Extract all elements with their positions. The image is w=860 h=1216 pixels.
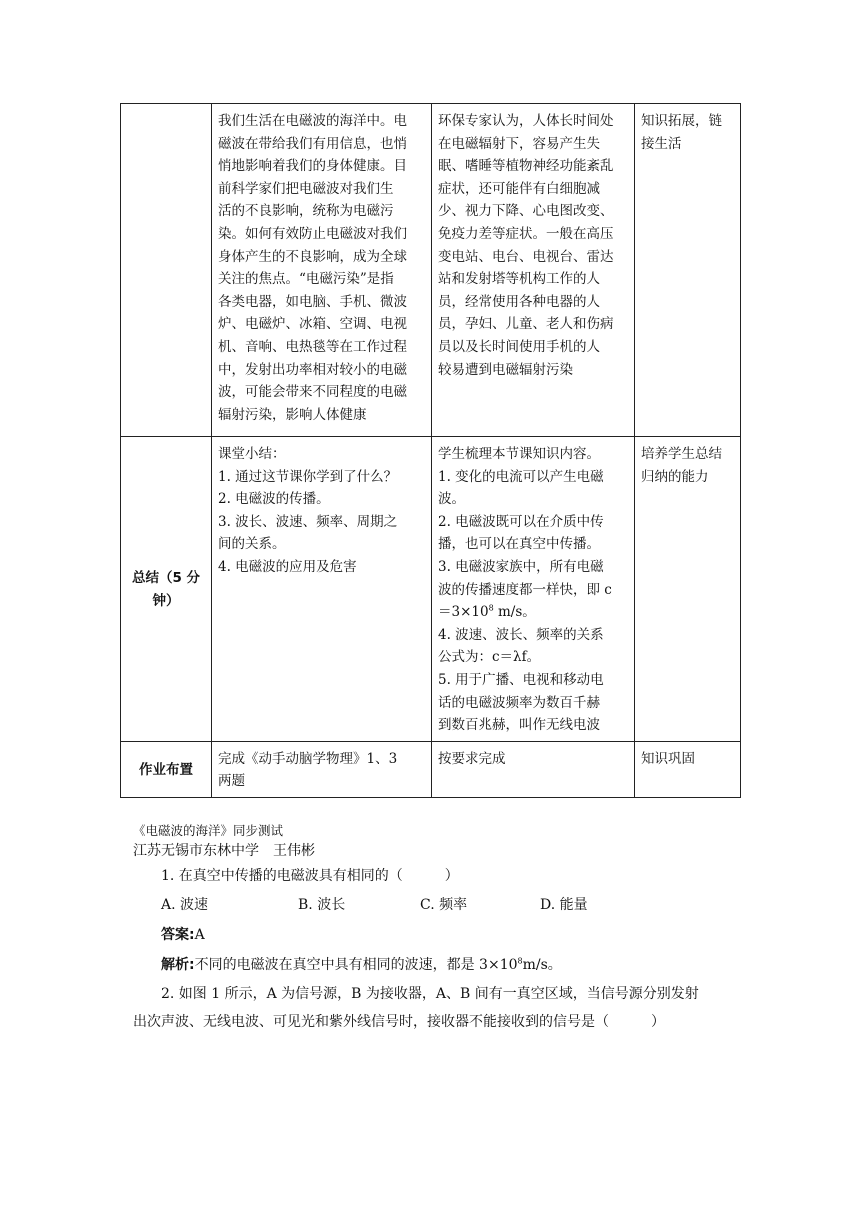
design-purpose-cell: 培养学生总结 归纳的能力 <box>635 437 741 742</box>
teacher-activity-cell: 完成《动手动脑学物理》1、3 两题 <box>212 741 432 797</box>
stage-label-homework: 作业布置 <box>121 741 212 797</box>
lesson-plan-table <box>120 103 741 798</box>
teacher-activity-cell: 课堂小结： 1. 通过这节课你学到了什么？ 2. 电磁波的传播。 3. 波长、波速、频率、周期之 间的关系。 4. 电磁波的应用及危害 <box>212 437 432 742</box>
quiz-author: 江苏无锡市东林中学 王伟彬 <box>133 843 315 859</box>
student-activity-cell: 环保专家认为，人体长时间处 在电磁辐射下，容易产生失 眠、嗜睡等植物神经功能紊乱 症状，还可能伴有白细胞减 少、视力下降、心电图改变、 免疫力差等症状。一般在高压 变电站、电台、电视台、雷达 站和发射塔等机构工作的人 员，经常使用各种电器的人 员，孕妇、儿童、老人和伤病 员以及长时间使用手机的人 较易遭到电磁辐射污染 <box>432 104 635 437</box>
option-a: A. 波速 <box>161 897 209 913</box>
design-purpose-cell: 知识巩固 <box>635 741 741 797</box>
teacher-activity-cell: 我们生活在电磁波的海洋中。电 磁波在带给我们有用信息，也悄 悄地影响着我们的身体健康。目 前科学家们把电磁波对我们生 活的不良影响，统称为电磁污 染。如何有效防止电磁波对我们 身体产生的不良影响，成为全球 关注的焦点。“电磁污染”是指 各类电器，如电脑、手机、微波 炉、电磁炉、冰箱、空调、电视 机、音响、电热毯等在工作过程 中，发射出功率相对较小的电磁 波，可能会带来不同程度的电磁 辐射污染，影响人体健康 <box>212 104 432 437</box>
table-row <box>121 437 741 742</box>
question-1-options <box>133 890 753 920</box>
quiz-title: 《电磁波的海洋》同步测试 <box>133 823 284 838</box>
option-d: D. 能量 <box>540 897 588 913</box>
question-2: 2. 如图 1 所示，A 为信号源，B 为接收器，A、B 间有一真空区域，当信号源分别发射 <box>161 986 699 1002</box>
stage-label-cell <box>121 104 212 437</box>
option-c: C. 频率 <box>420 897 468 913</box>
quiz-section <box>133 822 753 1036</box>
table-row <box>121 741 741 797</box>
speed-of-light-formula: $=3\times 10^8$ m/s。 <box>438 603 536 621</box>
stage-label-summary: 总结（5 分 钟） <box>121 437 212 742</box>
table-row <box>121 104 741 437</box>
student-activity-cell: 按要求完成 <box>432 741 635 797</box>
answer-line: 答案:A <box>161 927 205 943</box>
design-purpose-cell: 知识拓展，链 接生活 <box>635 104 741 437</box>
option-b: B. 波长 <box>298 897 346 913</box>
analysis-line: 解析:不同的电磁波在真空中具有相同的波速，都是 $3\times 10^8m/s$。 <box>161 956 562 973</box>
student-activity-cell: 学生梳理本节课知识内容。 1. 变化的电流可以产生电磁 波。 2. 电磁波既可以在介质中传 播，也可以在真空中传播。 3. 电磁波家族中，所有电磁 波的传播速度都一样快，即 c $=3\times 10^8$ m/s。 4. 波速、波长、频率的关系 公式为：c＝λf。 5. 用于广播、电视和移动电 话的电磁波频率为数百千赫 到数百兆赫，叫作无线电波 <box>432 437 635 742</box>
question-2-continued: 出次声波、无线电波、可见光和紫外线信号时，接收器不能接收到的信号是（ ） <box>133 1014 665 1030</box>
question-1: 1. 在真空中传播的电磁波具有相同的（ ） <box>161 868 459 884</box>
